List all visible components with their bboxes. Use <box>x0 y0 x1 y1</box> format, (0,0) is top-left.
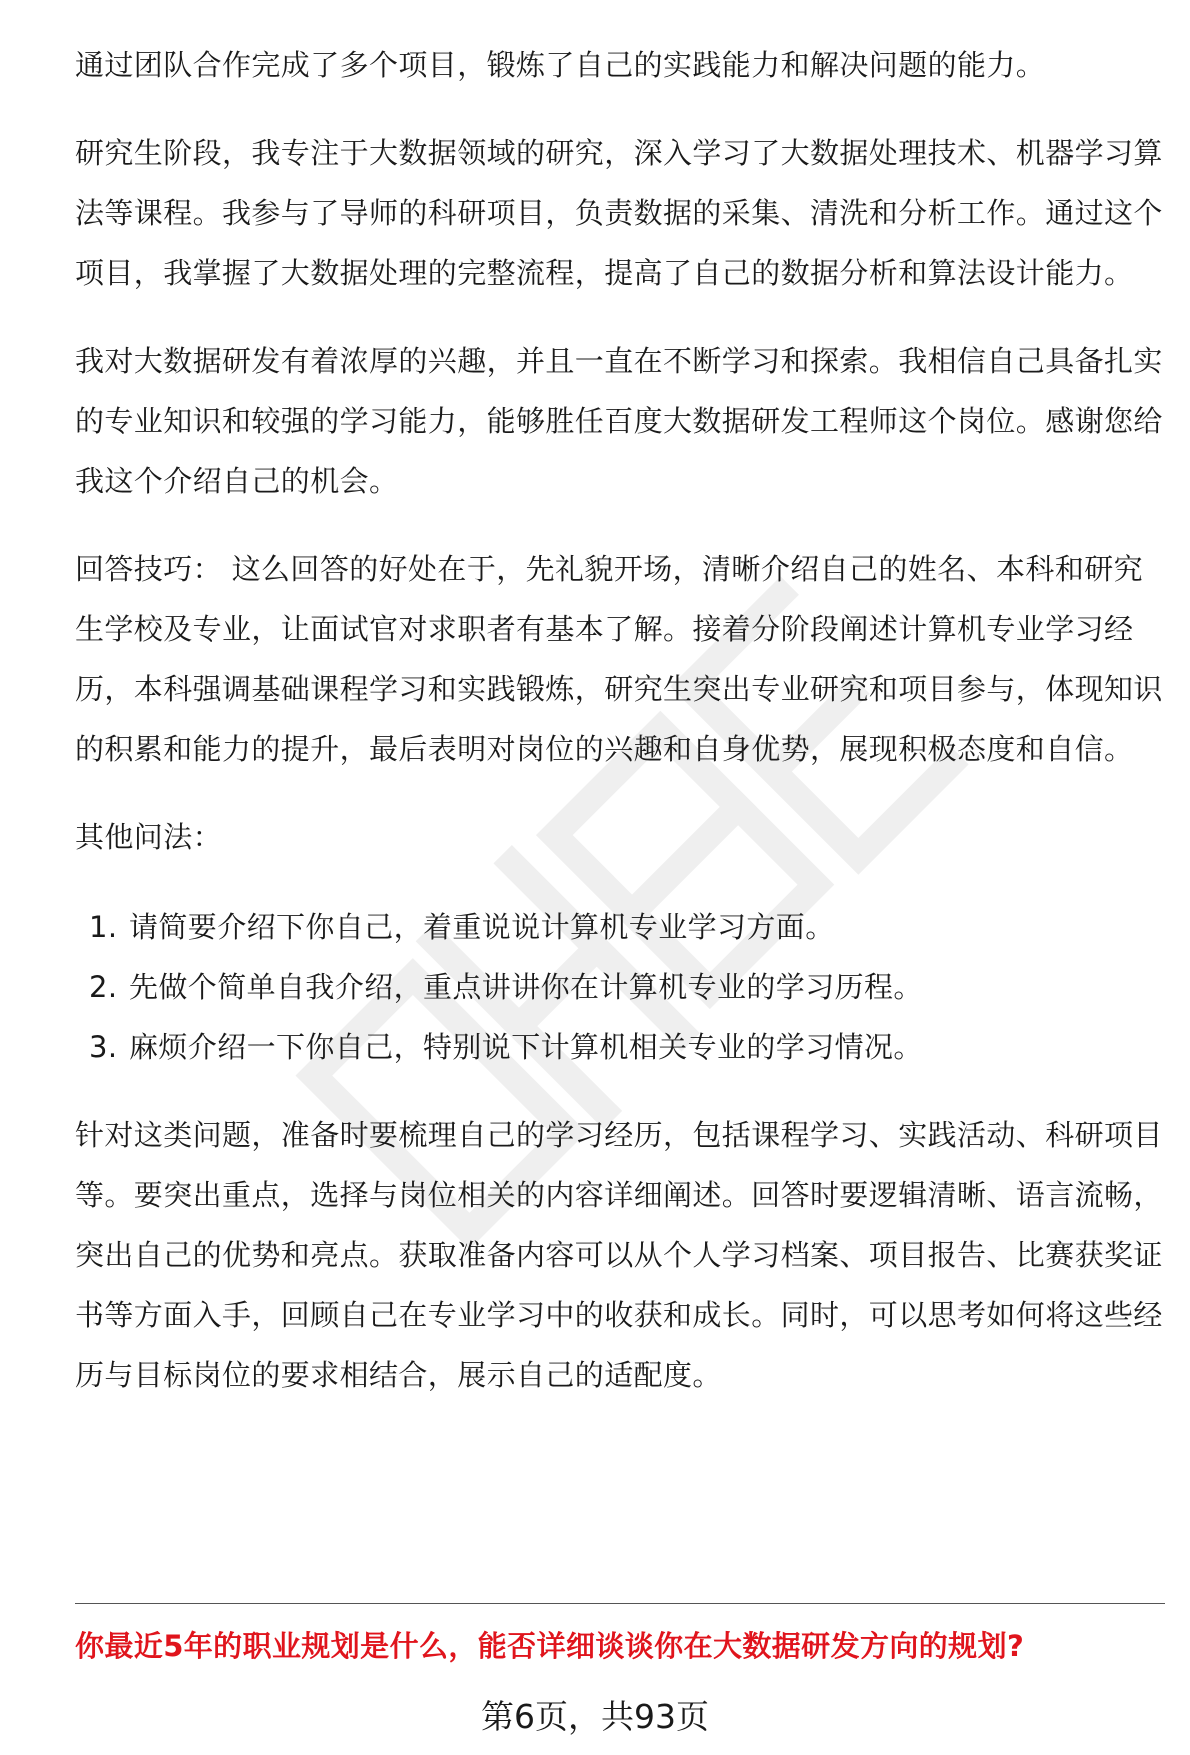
paragraph-other-questions-heading: 其他问法： <box>75 820 223 854</box>
list-item <box>75 957 1165 1017</box>
list-item-number: 1. <box>89 910 118 944</box>
list-item-text: 先做个简单自我介绍，重点讲讲你在计算机专业的学习历程。 <box>129 970 923 1004</box>
document-body <box>75 0 1165 1405</box>
paragraph-graduate-stage: 研究生阶段，我专注于大数据领域的研究，深入学习了大数据处理技术、机器学习算法等课程。我参与了导师的科研项目，负责数据的采集、清洗和分析工作。通过这个项目，我掌握了大数据处理的完整流程，提高了自己的数据分析和算法设计能力。 <box>75 136 1163 290</box>
page-number-footer: 第6页，共93页 <box>481 1697 709 1736</box>
list-item-number: 3. <box>89 1030 118 1064</box>
section-divider <box>75 1603 1165 1604</box>
list-item <box>75 897 1165 957</box>
list-item <box>75 1017 1165 1077</box>
list-item-text: 麻烦介绍一下你自己，特别说下计算机相关专业的学习情况。 <box>129 1030 923 1064</box>
list-item-text: 请简要介绍下你自己，着重说说计算机专业学习方面。 <box>129 910 835 944</box>
paragraph-answer-tips: 回答技巧： 这么回答的好处在于，先礼貌开场，清晰介绍自己的姓名、本科和研究生学校及专业，让面试官对求职者有基本了解。接着分阶段阐述计算机专业学习经历，本科强调基础课程学习和实践锻炼，研究生突出专业研究和项目参与，体现知识的积累和能力的提升，最后表明对岗位的兴趣和自身优势，展现积极态度和自信。 <box>75 552 1163 766</box>
paragraph-project-practice: 通过团队合作完成了多个项目，锻炼了自己的实践能力和解决问题的能力。 <box>75 48 1046 82</box>
next-question-heading: 你最近5年的职业规划是什么，能否详细谈谈你在大数据研发方向的规划? <box>75 1629 1025 1663</box>
paragraph-interest-closing: 我对大数据研发有着浓厚的兴趣，并且一直在不断学习和探索。我相信自己具备扎实的专业知识和较强的学习能力，能够胜任百度大数据研发工程师这个岗位。感谢您给我这个介绍自己的机会。 <box>75 344 1163 498</box>
alternative-questions-list <box>75 897 1165 1077</box>
paragraph-preparation-advice: 针对这类问题，准备时要梳理自己的学习经历，包括课程学习、实践活动、科研项目等。要突出重点，选择与岗位相关的内容详细阐述。回答时要逻辑清晰、语言流畅，突出自己的优势和亮点。获取准备内容可以从个人学习档案、项目报告、比赛获奖证书等方面入手，回顾自己在专业学习中的收获和成长。同时，可以思考如何将这些经历与目标岗位的要求相结合，展示自己的适配度。 <box>75 1118 1163 1392</box>
list-item-number: 2. <box>89 970 118 1004</box>
